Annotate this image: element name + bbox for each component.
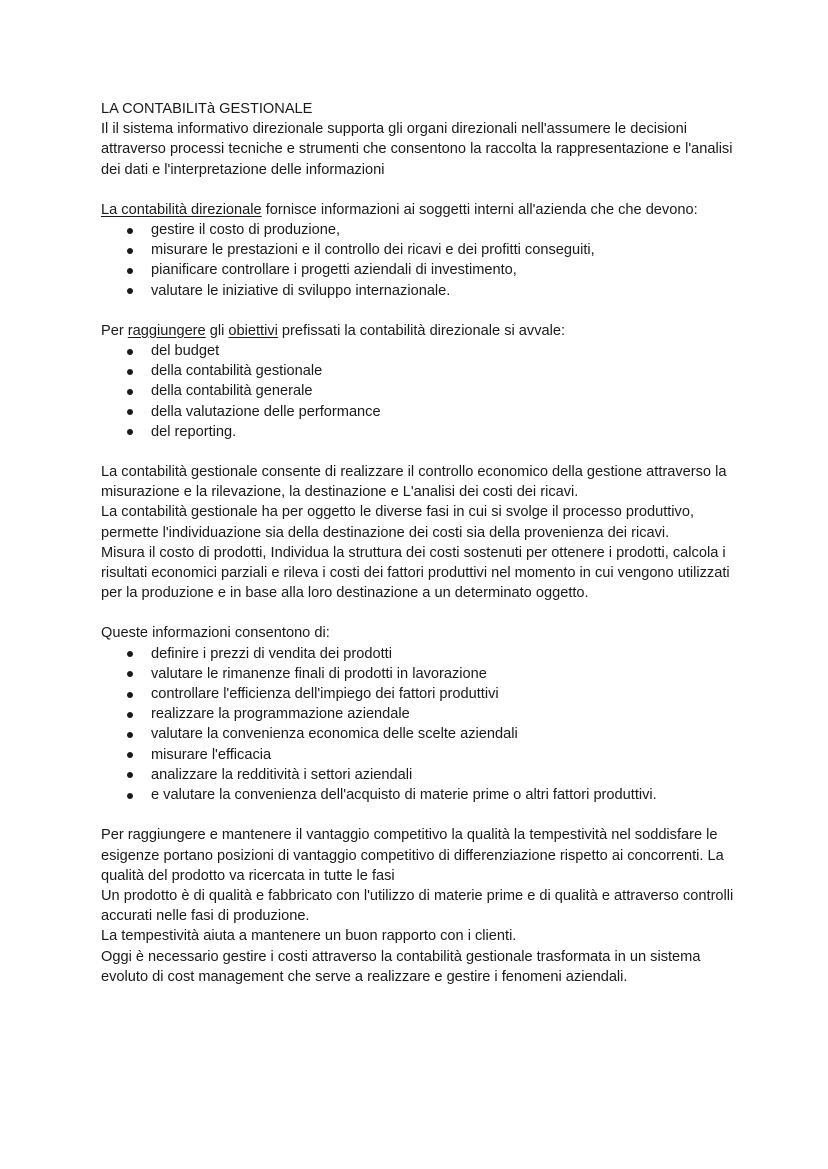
list-item: del reporting.	[101, 422, 741, 442]
section2-lead	[101, 321, 741, 341]
underlined-term: obiettivi	[228, 322, 278, 339]
spacer	[101, 180, 741, 200]
section2-lead-text: Per	[101, 322, 128, 339]
section5-paragraph: Un prodotto è di qualità e fabbricato con l'utilizzo di materie prime e di qualità e attraverso controlli accurati nelle fasi di produzione.	[101, 887, 734, 925]
section3-paragraph: Misura il costo di prodotti, Individua la struttura dei costi sostenuti per ottenere i prodotti, calcola i risultati economici parziali e rileva i costi dei fattori produttivi nel momento in cui vengono utilizzati per la produzione e in base alla loro destinazione a un determinato oggetto.	[101, 544, 730, 602]
section5-paragraph: La tempestività aiuta a mantenere un buon rapporto con i clienti.	[101, 928, 517, 945]
list-item: valutare la convenienza economica delle scelte aziendali	[101, 724, 741, 744]
spacer	[101, 603, 741, 623]
section2-lead-text: prefissati la contabilità direzionale si avvale:	[277, 322, 566, 339]
section4-lead: Queste informazioni consentono di:	[101, 625, 330, 642]
underlined-term: La contabilità direzionale	[101, 201, 262, 218]
section4-list	[101, 644, 741, 806]
underlined-term: raggiungere	[127, 322, 206, 339]
section1-lead-text: fornisce informazioni ai soggetti interni all'azienda che che devono:	[261, 201, 698, 218]
list-item: misurare le prestazioni e il controllo dei ricavi e dei profitti conseguiti,	[101, 240, 741, 260]
list-item: misurare l'efficacia	[101, 745, 741, 765]
document-body	[101, 99, 741, 987]
list-item: pianificare controllare i progetti aziendali di investimento,	[101, 260, 741, 280]
list-item: gestire il costo di produzione,	[101, 220, 741, 240]
section3-paragraph: La contabilità gestionale ha per oggetto le diverse fasi in cui si svolge il processo produttivo, permette l'individuazione sia della destinazione dei costi sia della provenienza dei ricavi.	[101, 504, 695, 541]
intro-paragraph: Il il sistema informativo direzionale supporta gli organi direzionali nell'assumere le decisioni attraverso processi tecniche e strumenti che consentono la raccolta la rappresentazione e l'analisi dei dati e l'interpretazione delle informazioni	[101, 121, 733, 178]
section3-paragraph: La contabilità gestionale consente di realizzare il controllo economico della gestione attraverso la misurazione e la rilevazione, la destinazione e L'analisi dei costi dei ricavi.	[101, 464, 727, 501]
spacer	[101, 442, 741, 462]
list-item: della valutazione delle performance	[101, 402, 741, 422]
document-title: LA CONTABILITà GESTIONALE	[101, 101, 313, 117]
list-item: della contabilità generale	[101, 381, 741, 401]
list-item: definire i prezzi di vendita dei prodotti	[101, 644, 741, 664]
section2-lead-text: gli	[205, 322, 229, 339]
list-item: analizzare la redditività i settori aziendali	[101, 765, 741, 785]
list-item: realizzare la programmazione aziendale	[101, 704, 741, 724]
section1-list	[101, 220, 741, 301]
spacer	[101, 805, 741, 825]
list-item: controllare l'efficienza dell'impiego dei fattori produttivi	[101, 684, 741, 704]
list-item: della contabilità gestionale	[101, 361, 741, 381]
section5-paragraph: Per raggiungere e mantenere il vantaggio competitivo la qualità la tempestività nel soddisfare le esigenze portano posizioni di vantaggio competitivo di differenziazione rispetto ai concorrenti. La qualità del prodotto va ricercata in tutte le fasi	[101, 827, 724, 884]
list-item: valutare le iniziative di sviluppo internazionale.	[101, 281, 741, 301]
list-item: valutare le rimanenze finali di prodotti in lavorazione	[101, 664, 741, 684]
section2-list	[101, 341, 741, 442]
list-item: e valutare la convenienza dell'acquisto di materie prime o altri fattori produttivi.	[101, 785, 741, 805]
section1-lead	[101, 200, 741, 220]
section5-paragraph: Oggi è necessario gestire i costi attraverso la contabilità gestionale trasformata in un sistema evoluto di cost management che serve a realizzare e gestire i fenomeni aziendali.	[101, 948, 701, 985]
spacer	[101, 301, 741, 321]
list-item: del budget	[101, 341, 741, 361]
